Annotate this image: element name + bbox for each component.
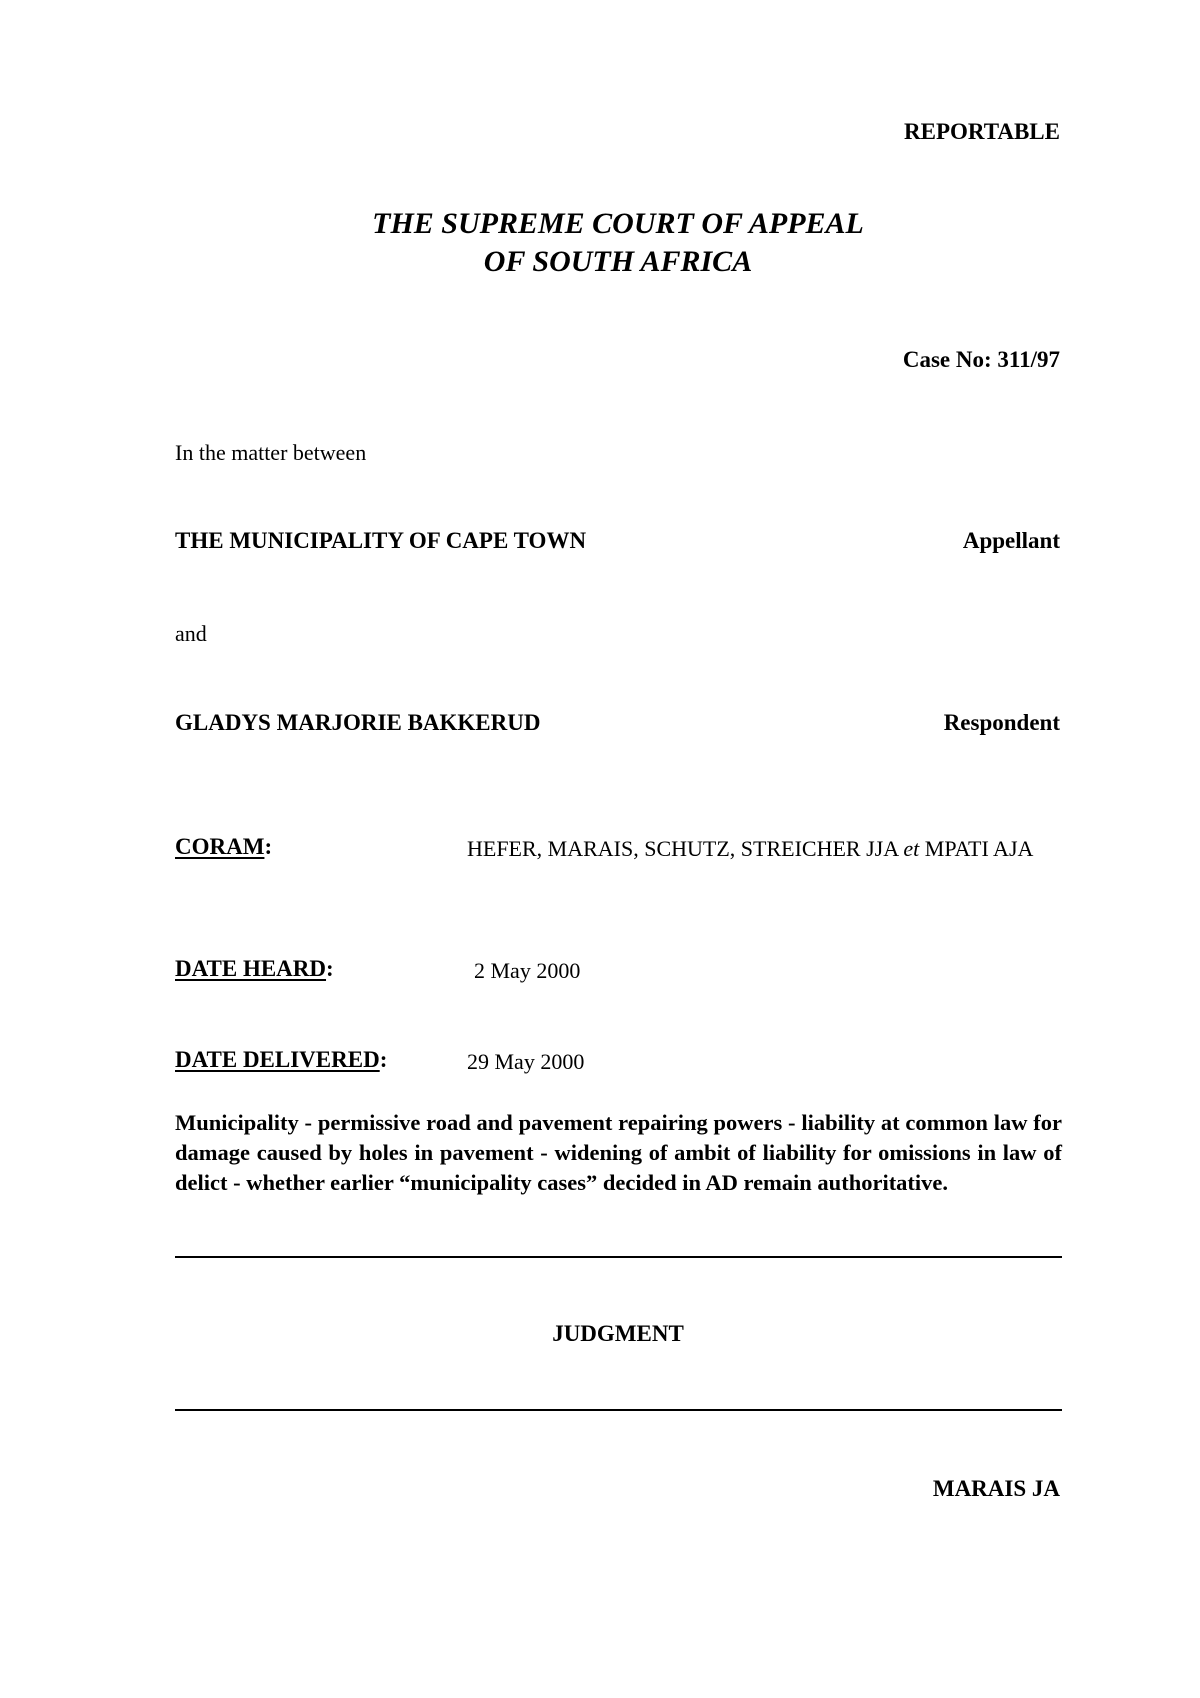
- date-heard-label: [175, 956, 334, 982]
- coram-label: [175, 834, 272, 860]
- coram-label-text: CORAM: [175, 834, 265, 859]
- date-delivered-label: [175, 1047, 387, 1073]
- judgment-heading: JUDGMENT: [552, 1321, 684, 1346]
- date-delivered-value: 29 May 2000: [467, 1049, 585, 1074]
- case-summary: Municipality - permissive road and pavement repairing powers - liability at common law for damage caused by holes in pavement - widening of ambit of liability for omissions in law of delict - whether earlier “municipality cases” decided in AD remain authoritative.: [175, 1110, 1062, 1195]
- coram-et: et: [903, 836, 920, 861]
- divider-top: [175, 1256, 1062, 1258]
- date-heard-value: 2 May 2000: [474, 958, 581, 983]
- reportable-label: REPORTABLE: [904, 119, 1060, 144]
- date-delivered-label-text: DATE DELIVERED: [175, 1047, 380, 1072]
- court-title: [0, 205, 1200, 281]
- divider-bottom: [175, 1409, 1062, 1411]
- date-delivered-colon: :: [379, 1047, 388, 1072]
- respondent-name: GLADYS MARJORIE BAKKERUD: [175, 710, 541, 735]
- respondent-role: Respondent: [943, 710, 1060, 735]
- matter-intro: In the matter between: [175, 440, 367, 465]
- appellant-name: THE MUNICIPALITY OF CAPE TOWN: [175, 528, 587, 553]
- court-title-line-2: OF SOUTH AFRICA: [483, 245, 753, 278]
- judge-name: MARAIS JA: [932, 1476, 1060, 1501]
- coram-value: [467, 834, 1107, 864]
- party-connector: and: [175, 621, 207, 646]
- court-title-line-1: THE SUPREME COURT OF APPEAL: [372, 207, 864, 240]
- appellant-role: Appellant: [962, 528, 1060, 553]
- case-number: Case No: 311/97: [902, 347, 1060, 372]
- date-heard-label-text: DATE HEARD: [175, 956, 327, 981]
- coram-colon: :: [264, 834, 273, 859]
- date-heard-colon: :: [326, 956, 334, 981]
- coram-judges: HEFER, MARAIS, SCHUTZ, STREICHER JJA: [467, 836, 904, 861]
- coram-acting-judge: MPATI AJA: [919, 836, 1034, 861]
